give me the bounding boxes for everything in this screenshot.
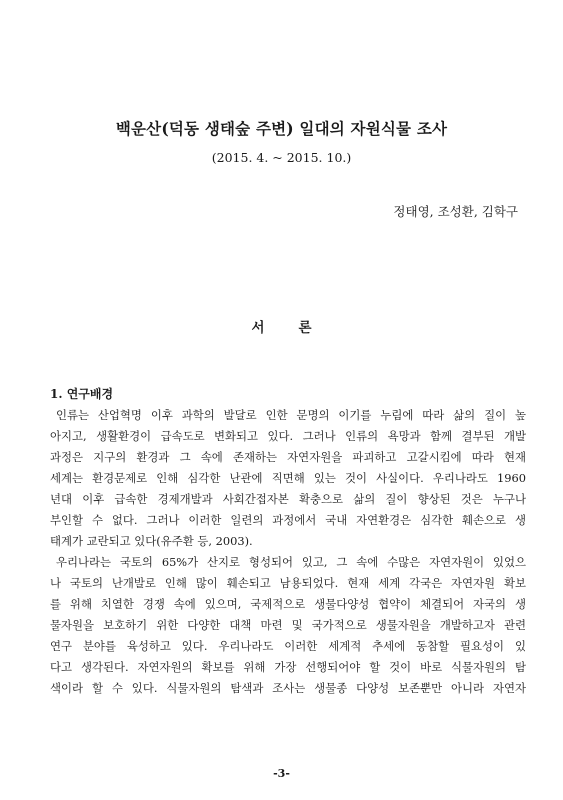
subsection-heading: 1. 연구배경 <box>50 387 114 401</box>
paragraph-line: 우리나라는 국토의 65%가 산지로 형성되어 있고, 그 속에 수많은 자연자원이 있었으 <box>56 555 526 569</box>
page-number: -3- <box>273 767 290 780</box>
body-paragraphs <box>50 405 526 699</box>
survey-period: (2015. 4. ~ 2015. 10.) <box>211 150 352 165</box>
paragraph-line: 년대 이후 급속한 경제개발과 사회간접자본 확충으로 삶의 질이 향상된 것은 누구나 <box>50 492 526 506</box>
paragraph-line: 색이라 할 수 있다. 식물자원의 탐색과 조사는 생물종 다양성 보존뿐만 아니라 자연자 <box>50 681 526 695</box>
document-title: 백운산(덕동 생태숲 주변) 일대의 자원식물 조사 <box>115 119 448 138</box>
paragraph-line: 를 위해 치열한 경쟁 속에 있으며, 국제적으로 생물다양성 협약이 체결되어 자국의 생 <box>50 597 526 611</box>
section-heading <box>0 316 563 336</box>
paragraph-line: 과정은 지구의 환경과 그 속에 존재하는 자연자원을 파괴하고 고갈시킴에 따라 현재 <box>50 450 526 464</box>
paragraph-line: 세계는 환경문제로 인해 심각한 난관에 직면해 있는 것이 사실이다. 우리나라도 1960 <box>50 471 526 485</box>
paragraph-line: 부인할 수 없다. 그러나 이러한 일련의 과정에서 국내 자연환경은 심각한 훼손으로 생 <box>50 513 526 527</box>
section-heading-right: 론 <box>298 320 312 336</box>
section-heading-left: 서 <box>251 320 265 336</box>
paragraph-line: 다고 생각된다. 자연자원의 확보를 위해 가장 선행되어야 할 것이 바로 식물자원의 탐 <box>50 660 526 674</box>
paragraph-line: 나 국토의 난개발로 인해 많이 훼손되고 남용되었다. 현재 세계 각국은 자연자원 확보 <box>50 576 526 590</box>
paragraph-line: 태계가 교란되고 있다(유주환 등, 2003). <box>50 534 253 548</box>
paragraph-line: 물자원을 보호하기 위한 다양한 대책 마련 및 국가적으로 생물자원을 개발하고자 관련 <box>50 618 526 632</box>
paragraph-line: 아지고, 생활환경이 급속도로 변화되고 있다. 그러나 인류의 욕망과 함께 결부된 개발 <box>50 429 526 443</box>
paragraph-line: 연구 분야를 육성하고 있다. 우리나라도 이러한 세계적 추세에 동참할 필요성이 있 <box>50 639 526 653</box>
author-list: 정태영, 조성환, 김학구 <box>393 204 518 219</box>
paragraph-line: 인류는 산업혁명 이후 과학의 발달로 인한 문명의 이기를 누림에 따라 삶의 질이 높 <box>56 408 526 422</box>
